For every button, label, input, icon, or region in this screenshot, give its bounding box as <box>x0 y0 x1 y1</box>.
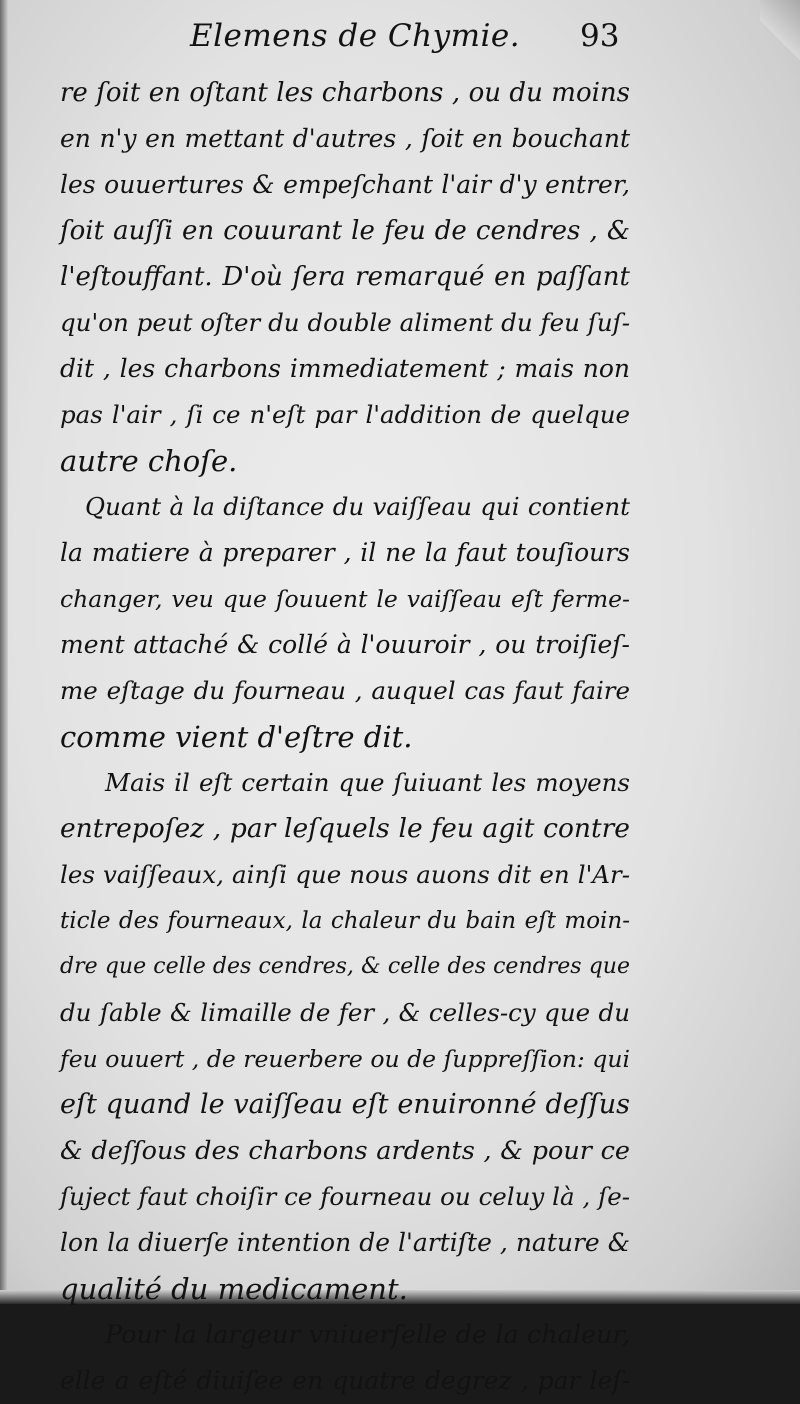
text-line: les ouuertures & empeſchant l'air d'y entrer, <box>60 170 630 199</box>
text-line: autre choſe. <box>60 444 238 478</box>
page-number: 93 <box>580 18 620 54</box>
paragraph <box>60 484 630 760</box>
text-line: pas l'air , ſi ce n'eſt par l'addition de quelque <box>60 400 630 429</box>
page-left-edge <box>0 0 8 1304</box>
text-line: entrepoſez , par leſquels le feu agit contre <box>60 813 630 844</box>
body-text <box>60 70 630 1404</box>
text-line: elle a eſté diuiſee en quatre degrez , par leſ- <box>60 1366 630 1395</box>
text-line: comme vient d'eſtre dit. <box>60 720 413 754</box>
text-line: ment attaché & collé à l'ouuroir , ou troiſieſ- <box>60 630 630 659</box>
text-line: Quant à la diſtance du vaiſſeau qui contient <box>85 492 630 521</box>
paragraph <box>60 760 630 1312</box>
text-line: en n'y en mettant d'autres , ſoit en bouchant <box>60 124 630 153</box>
text-line: les vaiſſeaux, ainſi que nous auons dit en l'Ar- <box>60 860 630 889</box>
text-line: ticle des fourneaux, la chaleur du bain eſt moin- <box>60 908 630 934</box>
text-line: re ſoit en oſtant les charbons , ou du moins <box>60 78 630 108</box>
text-line: Mais il eſt certain que ſuiuant les moyens <box>105 768 630 797</box>
running-head: Elemens de Chymie. <box>190 18 521 54</box>
text-line: l'eſtouffant. D'où ſera remarqué en paſſant <box>60 262 630 292</box>
text-line: ſuject faut choiſir ce fourneau ou celuy là , ſe- <box>60 1182 630 1211</box>
text-line: qualité du medicament. <box>60 1272 408 1306</box>
text-line: du ſable & limaille de fer , & celles-cy que du <box>60 998 630 1027</box>
text-line: Pour la largeur vniuerſelle de la chaleur, <box>105 1320 630 1350</box>
text-line: la matiere à preparer , il ne la faut touſiours <box>60 538 630 567</box>
page-corner <box>760 0 800 60</box>
text-line: me eſtage du fourneau , auquel cas faut faire <box>60 676 630 705</box>
text-line: eſt quand le vaiſſeau eſt enuironné deſſus <box>60 1089 630 1120</box>
text-line: lon la diuerſe intention de l'artiſte , nature & <box>60 1228 630 1257</box>
text-line: dit , les charbons immediatement ; mais non <box>60 354 630 383</box>
paragraph <box>60 70 630 484</box>
text-line: & deſſous des charbons ardents , & pour ce <box>60 1136 630 1166</box>
text-line: feu ouuert , de reuerbere ou de ſuppreſſion: qui <box>60 1045 630 1073</box>
text-line: dre que celle des cendres, & celle des cendres que <box>60 954 630 979</box>
text-line: changer, veu que ſouuent le vaiſſeau eſt ferme- <box>60 585 630 613</box>
paragraph <box>60 1312 630 1404</box>
text-line: qu'on peut oſter du double aliment du feu ſuſ- <box>60 308 630 337</box>
text-line: ſoit auſſi en couurant le feu de cendres , & <box>60 216 630 246</box>
